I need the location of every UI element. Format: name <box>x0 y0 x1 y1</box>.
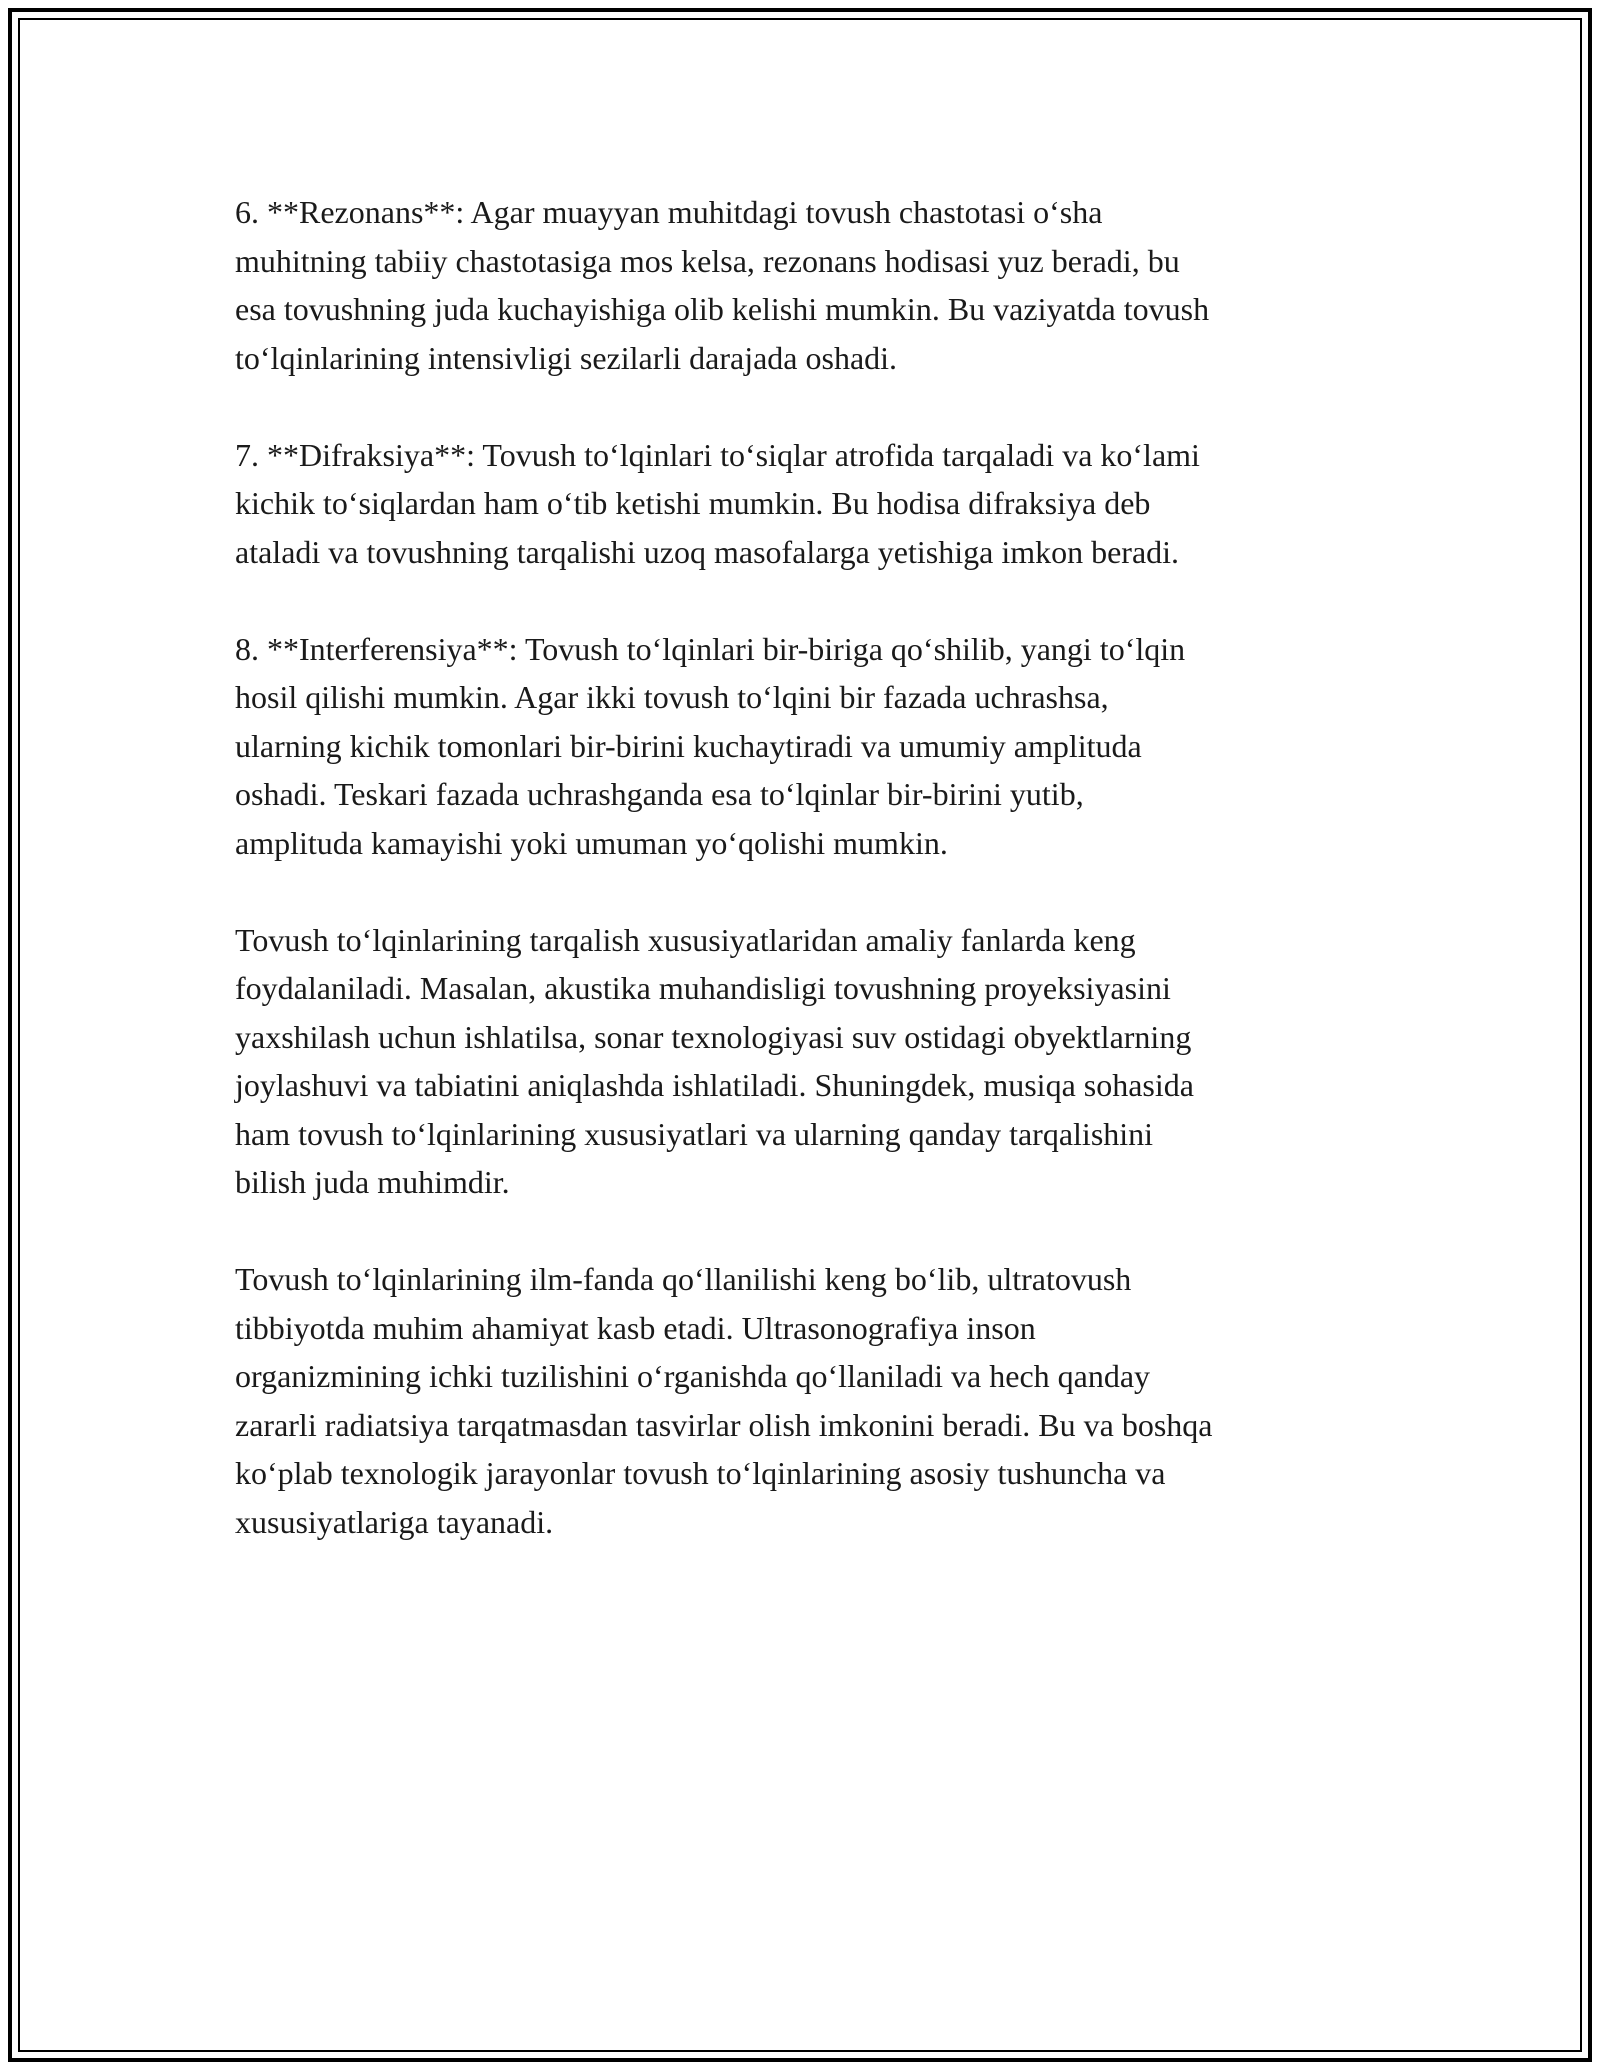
text-line: muhitning tabiiy chastotasiga mos kelsa, rezonans hodisasi yuz beradi, bu <box>235 242 1180 279</box>
text-line: bilish juda muhimdir. <box>235 1164 510 1200</box>
document-body <box>235 188 1365 1595</box>
paragraph-applications <box>235 916 1365 1207</box>
paragraph-science-usage <box>235 1255 1365 1546</box>
text-line: oshadi. Teskari fazada uchrashganda esa to‘lqinlar bir-birini yutib, <box>235 776 1084 812</box>
text-line: joylashuvi va tabiatini aniqlashda ishlatiladi. Shuningdek, musiqa sohasida <box>235 1067 1194 1103</box>
text-line: ko‘plab texnologik jarayonlar tovush to‘lqinlarining asosiy tushuncha va <box>235 1455 1166 1491</box>
text-line: Tovush to‘lqinlarining tarqalish xususiyatlaridan amaliy fanlarda keng <box>235 921 1136 958</box>
text-line: 7. **Difraksiya**: Tovush to‘lqinlari to‘siqlar atrofida tarqaladi va ko‘lami <box>235 436 1200 473</box>
text-line: 6. **Rezonans**: Agar muayyan muhitdagi tovush chastotasi o‘sha <box>235 194 1103 230</box>
text-line: yaxshilash uchun ishlatilsa, sonar texnologiyasi suv ostidagi obyektlarning <box>235 1018 1192 1055</box>
text-line: zararli radiatsiya tarqatmasdan tasvirlar olish imkonini beradi. Bu va boshqa <box>235 1406 1213 1443</box>
text-line: xususiyatlariga tayanadi. <box>235 1503 554 1540</box>
paragraph-rezonans <box>235 188 1365 382</box>
text-line: hosil qilishi mumkin. Agar ikki tovush to‘lqini bir fazada uchrashsa, <box>235 679 1109 715</box>
text-line: foydalaniladi. Masalan, akustika muhandisligi tovushning proyeksiyasini <box>235 970 1171 1006</box>
text-line: organizmining ichki tuzilishini o‘rganishda qo‘llaniladi va hech qanday <box>235 1358 1151 1394</box>
text-line: esa tovushning juda kuchayishiga olib kelishi mumkin. Bu vaziyatda tovush <box>235 291 1210 327</box>
paragraph-difraksiya <box>235 431 1365 577</box>
text-line: ataladi va tovushning tarqalishi uzoq masofalarga yetishiga imkon beradi. <box>235 533 1180 570</box>
text-line: kichik to‘siqlardan ham o‘tib ketishi mumkin. Bu hodisa difraksiya deb <box>235 485 1151 521</box>
text-line: amplituda kamayishi yoki umuman yo‘qolishi mumkin. <box>235 824 948 861</box>
text-line: tibbiyotda muhim ahamiyat kasb etadi. Ultrasonografiya inson <box>235 1309 1036 1346</box>
text-line: ularning kichik tomonlari bir-birini kuchaytiradi va umumiy amplituda <box>235 727 1142 764</box>
paragraph-interferensiya <box>235 625 1365 868</box>
text-line: to‘lqinlarining intensivligi sezilarli darajada oshadi. <box>235 339 898 376</box>
text-line: Tovush to‘lqinlarining ilm-fanda qo‘llanilishi keng bo‘lib, ultratovush <box>235 1261 1132 1297</box>
text-line: 8. **Interferensiya**: Tovush to‘lqinlari bir-biriga qo‘shilib, yangi to‘lqin <box>235 630 1186 667</box>
text-line: ham tovush to‘lqinlarining xususiyatlari va ularning qanday tarqalishini <box>235 1115 1154 1152</box>
